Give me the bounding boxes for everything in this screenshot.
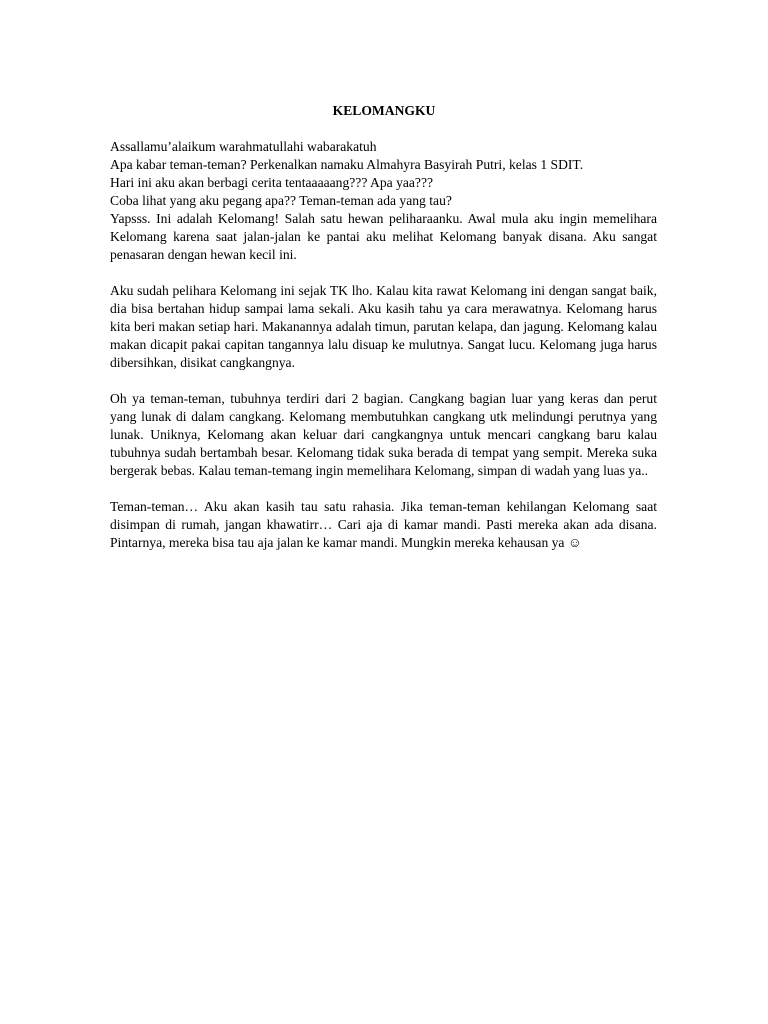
introduction-line: Apa kabar teman-teman? Perkenalkan namaku Almahyra Basyirah Putri, kelas 1 SDIT. (110, 157, 584, 172)
paragraph-about-kelomang: Yapsss. Ini adalah Kelomang! Salah satu hewan peliharaanku. Awal mula aku ingin memelihara Kelomang karena saat jalan-jalan ke pantai aku melihat Kelomang banyak disana. Aku sangat penasaran dengan hewan kecil ini. (110, 211, 657, 262)
paragraph-body-parts: Oh ya teman-teman, tubuhnya terdiri dari 2 bagian. Cangkang bagian luar yang keras dan perut yang lunak di dalam cangkang. Kelomang membutuhkan cangkang utk melindungi perutnya yang lunak. Uniknya, Kelomang akan keluar dari cangkangnya untuk mencari cangkang baru kalau tubuhnya sudah bertambah besar. Kelomang tidak suka berada di tempat yang sempit. Mereka suka bergerak bebas. Kalau teman-temang ingin memelihara Kelomang, simpan di wadah yang luas ya.. (110, 391, 657, 478)
document-body (110, 138, 657, 570)
paragraph-secret: Teman-teman… Aku akan kasih tau satu rahasia. Jika teman-teman kehilangan Kelomang saat disimpan di rumah, jangan khawatirr… Cari aja di kamar mandi. Pasti mereka akan ada disana. Pintarnya, mereka bisa tau aja jalan ke kamar mandi. Mungkin mereka kehausan ya ☺ (110, 499, 657, 550)
paragraph-care: Aku sudah pelihara Kelomang ini sejak TK lho. Kalau kita rawat Kelomang ini dengan sangat baik, dia bisa bertahan hidup sampai lama sekali. Aku kasih tahu ya cara merawatnya. Kelomang harus kita beri makan setiap hari. Makanannya adalah timun, parutan kelapa, dan jagung. Kelomang kalau makan dicapit pakai capitan tangannya lalu disuap ke mulutnya. Sangat lucu. Kelomang juga harus dibersihkan, disikat cangkangnya. (110, 283, 657, 370)
document-title: KELOMANGKU (332, 103, 436, 118)
greeting-line: Assallamu’alaikum warahmatullahi wabarakatuh (110, 139, 377, 154)
story-teaser-line: Hari ini aku akan berbagi cerita tentaaaaang??? Apa yaa??? (110, 175, 434, 190)
question-line: Coba lihat yang aku pegang apa?? Teman-teman ada yang tau? (110, 193, 452, 208)
intro-block (110, 138, 657, 210)
